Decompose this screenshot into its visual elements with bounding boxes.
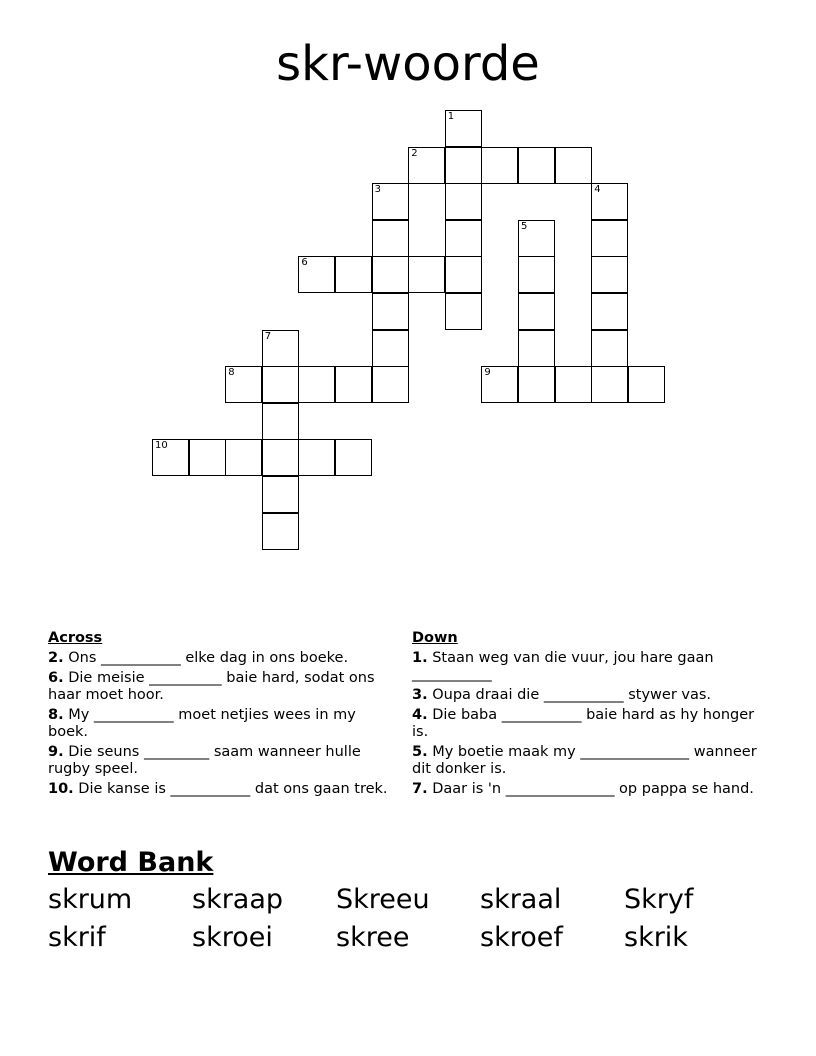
clue-number-label: 2 (411, 147, 418, 159)
crossword-cell[interactable] (262, 366, 299, 403)
crossword-cell[interactable] (262, 476, 299, 513)
clue-number: 7. (412, 781, 428, 797)
crossword-cell[interactable] (518, 293, 555, 330)
clue-text: Staan weg van die vuur, jou hare gaan ___________ (412, 649, 714, 682)
across-heading: Across (48, 630, 103, 646)
word-bank-item: skrik (624, 922, 688, 953)
crossword-cell[interactable] (298, 366, 335, 403)
down-clue-3 (412, 687, 757, 704)
clue-number: 4. (412, 707, 428, 723)
word-bank-item: skree (336, 922, 410, 953)
crossword-cell[interactable] (189, 439, 226, 476)
crossword-cell[interactable] (372, 256, 409, 293)
down-heading: Down (412, 630, 458, 646)
crossword-cell[interactable] (372, 293, 409, 330)
crossword-cell[interactable] (555, 366, 592, 403)
clue-number-label: 4 (594, 184, 601, 196)
crossword-cell[interactable] (225, 439, 262, 476)
crossword-cell[interactable] (518, 220, 555, 257)
clue-text: Daar is 'n _______________ op pappa se hand. (432, 781, 754, 797)
word-bank-item: skroei (192, 922, 273, 953)
clue-text: Ons ___________ elke dag in ons boeke. (68, 649, 349, 666)
word-bank (48, 883, 768, 955)
clue-number: 6. (48, 670, 64, 686)
crossword-cell[interactable] (335, 439, 372, 476)
down-clue-1 (412, 650, 757, 683)
crossword-cell[interactable] (518, 366, 555, 403)
crossword-cell[interactable] (408, 147, 445, 184)
clue-number-label: 3 (374, 184, 381, 196)
crossword-cell[interactable] (262, 330, 299, 367)
crossword-cell[interactable] (262, 439, 299, 476)
clue-number: 9. (48, 744, 64, 760)
clue-number-label: 5 (521, 220, 528, 232)
crossword-cell[interactable] (591, 293, 628, 330)
page-title: skr-woorde (276, 36, 540, 92)
clue-number-label: 7 (264, 330, 272, 342)
down-clue-7 (412, 781, 757, 798)
across-clue-2 (48, 650, 393, 667)
across-clue-9 (48, 744, 393, 777)
word-bank-item: skraal (480, 884, 562, 915)
crossword-cell[interactable] (518, 330, 555, 367)
word-bank-item: skraap (192, 884, 284, 915)
crossword-cell[interactable] (518, 147, 555, 184)
crossword-cell[interactable] (262, 513, 299, 550)
clue-number: 3. (412, 686, 428, 703)
clue-text: Die meisie __________ baie hard, sodat ons haar moet hoor. (48, 670, 375, 703)
word-bank-item: skrif (48, 922, 106, 953)
down-clue-5 (412, 744, 757, 777)
clue-number-label: 6 (301, 257, 308, 269)
crossword-cell[interactable] (335, 256, 372, 293)
crossword-cell[interactable] (628, 366, 665, 403)
word-bank-item: skrum (48, 884, 133, 915)
clue-text: My boetie maak my _______________ wanneer dit donker is. (412, 744, 757, 777)
across-clues (48, 630, 393, 802)
crossword-cell[interactable] (591, 330, 628, 367)
down-clues (412, 630, 757, 802)
crossword-cell[interactable] (591, 256, 628, 293)
clue-text: Die seuns _________ saam wanneer hulle rugby speel. (48, 744, 361, 777)
word-bank-title: Word Bank (48, 847, 214, 878)
clue-number-label: 10 (155, 440, 168, 452)
across-clue-8 (48, 707, 393, 740)
word-bank-item: skroef (480, 922, 563, 953)
crossword-cell[interactable] (445, 183, 482, 220)
crossword-cell[interactable] (445, 147, 482, 184)
crossword-cell[interactable] (298, 256, 335, 293)
clue-number: 2. (48, 649, 64, 666)
clue-number: 1. (412, 649, 428, 666)
crossword-cell[interactable] (591, 366, 628, 403)
crossword-cell[interactable] (262, 403, 299, 440)
across-clue-10 (48, 781, 393, 798)
crossword-cell[interactable] (372, 183, 409, 220)
clue-number: 10. (48, 781, 74, 797)
crossword-cell[interactable] (445, 220, 482, 257)
crossword-cell[interactable] (335, 366, 372, 403)
crossword-cell[interactable] (481, 366, 518, 403)
across-clue-6 (48, 670, 393, 703)
crossword-cell[interactable] (445, 293, 482, 330)
crossword-cell[interactable] (591, 183, 628, 220)
word-bank-item: Skreeu (336, 884, 430, 915)
clue-number-label: 8 (228, 367, 235, 379)
crossword-cell[interactable] (372, 330, 409, 367)
crossword-cell[interactable] (445, 110, 482, 147)
down-clue-4 (412, 707, 757, 740)
crossword-cell[interactable] (555, 147, 592, 184)
crossword-cell[interactable] (152, 439, 189, 476)
crossword-cell[interactable] (445, 256, 482, 293)
clue-number: 5. (412, 744, 428, 760)
crossword-cell[interactable] (408, 256, 445, 293)
crossword-cell[interactable] (518, 256, 555, 293)
clue-text: Die baba ___________ baie hard as hy honger is. (412, 707, 755, 740)
crossword-cell[interactable] (372, 220, 409, 257)
crossword-cell[interactable] (298, 439, 335, 476)
clue-number: 8. (48, 707, 64, 723)
word-bank-item: Skryf (624, 884, 694, 915)
crossword-cell[interactable] (481, 147, 518, 184)
crossword-cell[interactable] (225, 366, 262, 403)
clue-text: Oupa draai die ___________ stywer vas. (432, 686, 712, 703)
clue-text: My ___________ moet netjies wees in my boek. (48, 707, 356, 740)
crossword-cell[interactable] (372, 366, 409, 403)
clue-text: Die kanse is ___________ dat ons gaan trek. (78, 781, 388, 797)
clue-number-label: 9 (484, 367, 491, 379)
clue-number-label: 1 (447, 111, 455, 122)
crossword-cell[interactable] (591, 220, 628, 257)
